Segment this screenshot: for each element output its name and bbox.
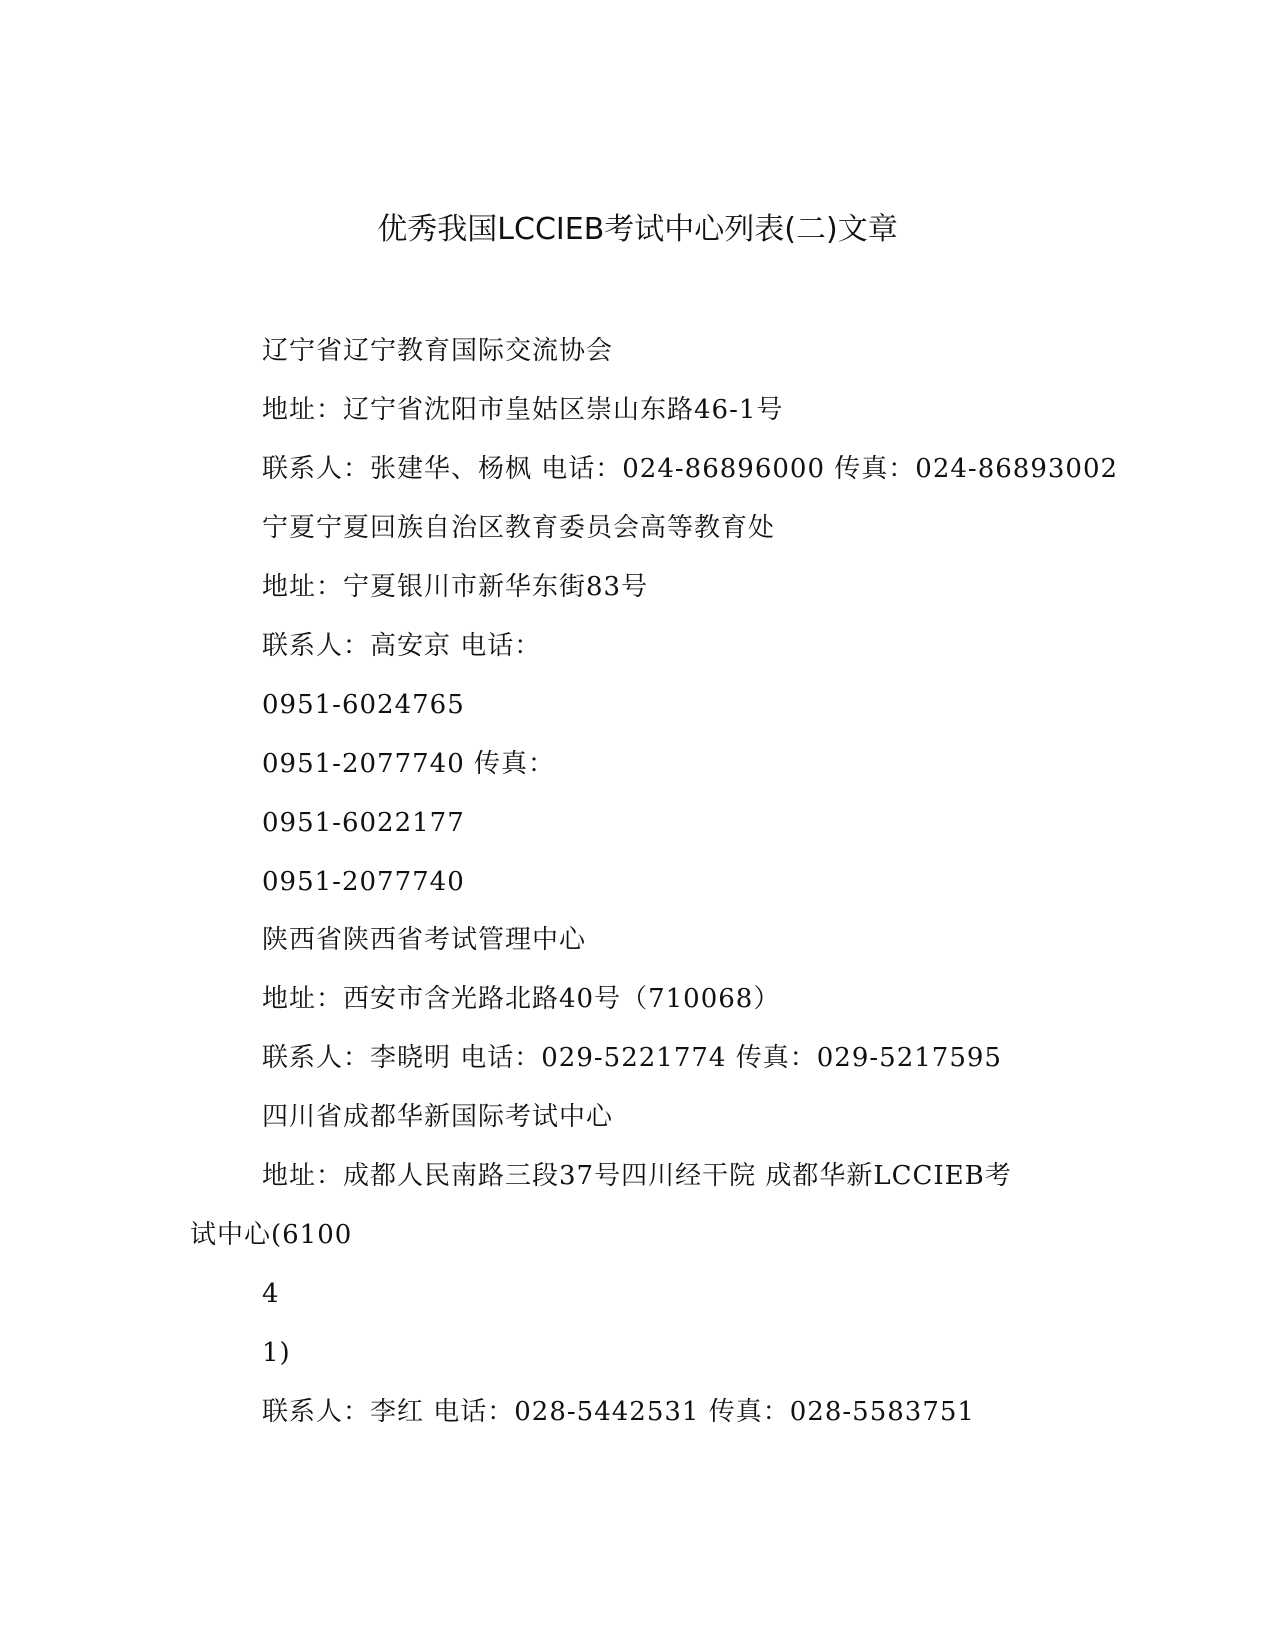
fax-ningxia-1: 0951-6022177	[262, 808, 465, 838]
address-shaanxi: 地址：西安市含光路北路40号（710068）	[262, 984, 781, 1014]
center-name-sichuan: 四川省成都华新国际考试中心	[262, 1102, 614, 1132]
contact-shaanxi: 联系人：李晓明 电话：029-5221774 传真：029-5217595	[262, 1043, 1002, 1073]
address-sichuan: 地址：成都人民南路三段37号四川经干院 成都华新LCCIEB考	[262, 1161, 1012, 1191]
phone-ningxia-1: 0951-6024765	[262, 690, 465, 720]
contact-liaoning: 联系人：张建华、杨枫 电话：024-86896000 传真：024-86893002	[262, 454, 1119, 484]
phone-ningxia-2: 0951-2077740 传真：	[262, 749, 556, 779]
document-title: 优秀我国LCCIEB考试中心列表(二)文章	[377, 212, 898, 247]
address-sichuan-fragment-2: 1)	[262, 1338, 291, 1368]
center-name-liaoning: 辽宁省辽宁教育国际交流协会	[262, 336, 614, 366]
fax-ningxia-2: 0951-2077740	[262, 867, 465, 897]
address-ningxia: 地址：宁夏银川市新华东街83号	[262, 572, 649, 602]
contact-ningxia: 联系人：高安京 电话：	[262, 631, 542, 661]
address-sichuan-continued: 试中心(6100	[190, 1220, 353, 1250]
center-name-ningxia: 宁夏宁夏回族自治区教育委员会高等教育处	[262, 513, 776, 543]
center-name-shaanxi: 陕西省陕西省考试管理中心	[262, 925, 587, 955]
address-sichuan-fragment-1: 4	[262, 1279, 280, 1309]
contact-sichuan: 联系人：李红 电话：028-5442531 传真：028-5583751	[262, 1397, 975, 1427]
address-liaoning: 地址：辽宁省沈阳市皇姑区崇山东路46-1号	[262, 395, 784, 425]
